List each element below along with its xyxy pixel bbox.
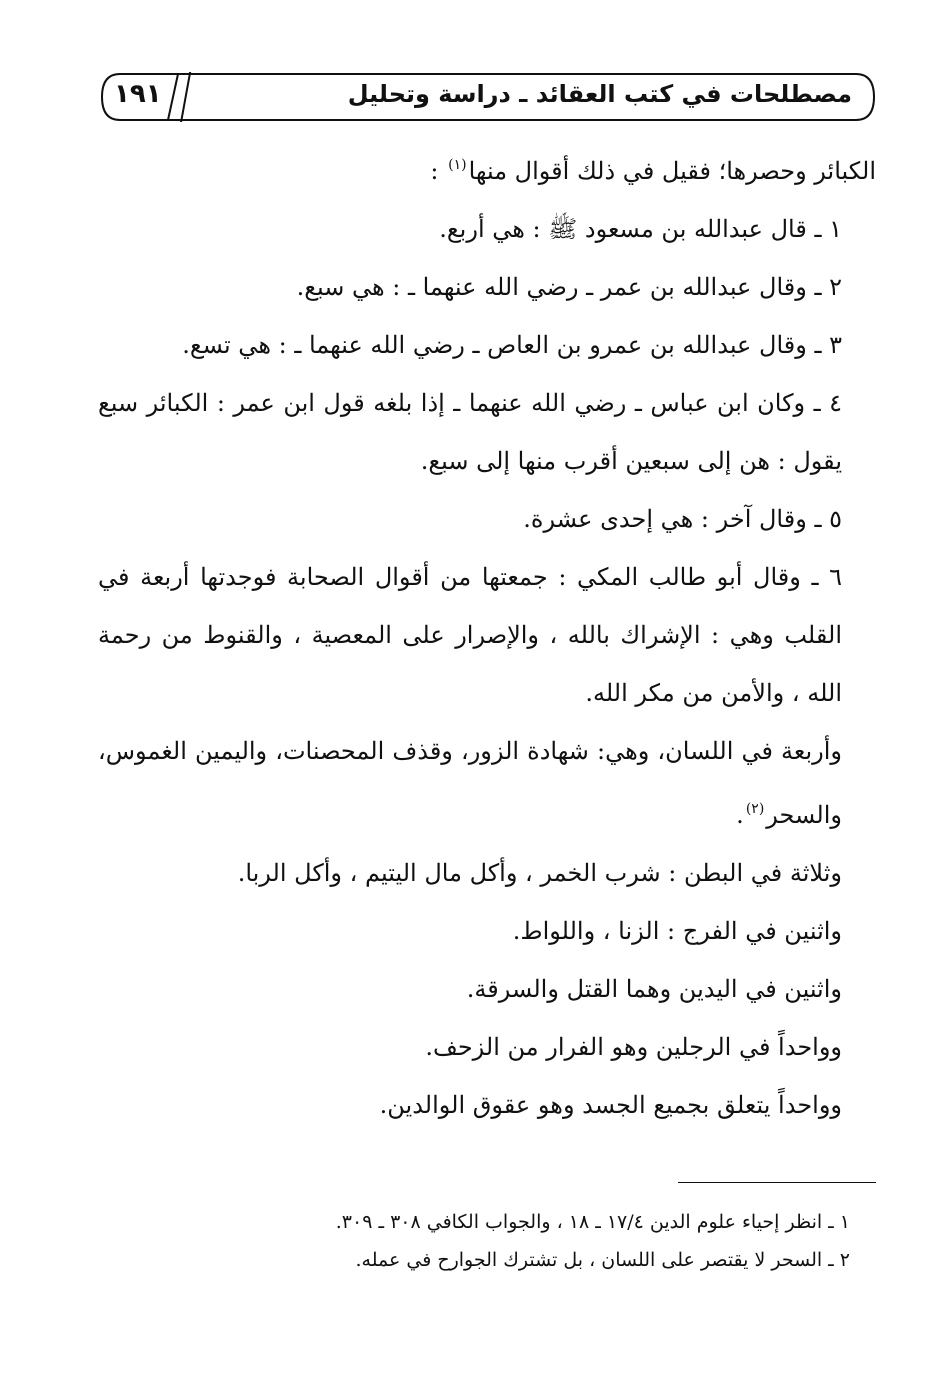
footnote-1: ١ ـ انظر إحياء علوم الدين ١٧/٤ ـ ١٨ ، والجواب الكافي ٣٠٨ ـ ٣٠٩. <box>335 1211 850 1233</box>
footnotes <box>98 1203 850 1279</box>
list-item-4: ٤ ـ وكان ابن عباس ـ رضي الله عنهما ـ إذا بلغه قول ابن عمر : الكبائر سبع يقول : هن إلى سبعين أقرب منها إلى سبع. <box>98 389 842 475</box>
main-text <box>98 136 876 1134</box>
list-item-1: ١ ـ قال عبدالله بن مسعود ﷺ : هي أربع. <box>439 215 842 243</box>
running-title: مصطلحات في كتب العقائد ـ دراسة وتحليل <box>347 80 852 108</box>
list-item-3: ٣ ـ وقال عبدالله بن عمرو بن العاص ـ رضي الله عنهما ـ : هي تسع. <box>182 331 842 359</box>
sub-item-belly: وثلاثة في البطن : شرب الخمر ، وأكل مال اليتيم ، وأكل الربا. <box>237 859 842 887</box>
sub-item-whole-body: وواحداً يتعلق بجميع الجسد وهو عقوق الوالدين. <box>379 1091 842 1119</box>
footnote-ref-1: (١) <box>448 157 467 173</box>
page-header <box>100 72 876 122</box>
footnote-2: ٢ ـ السحر لا يقتصر على اللسان ، بل تشترك الجوارح في عمله. <box>355 1249 850 1271</box>
tongue-paragraph: وأربعة في اللسان، وهي: شهادة الزور، وقذف المحصنات، واليمين الغموس، والسحر$^{(٢)}$. <box>98 737 842 829</box>
footnote-divider <box>678 1182 876 1183</box>
list-item-2: ٢ ـ وقال عبدالله بن عمر ـ رضي الله عنهما ـ : هي سبع. <box>296 273 842 301</box>
list-item-6: ٦ ـ وقال أبو طالب المكي : جمعتها من أقوال الصحابة فوجدتها أربعة في القلب وهي : الإشراك بالله ، والإصرار على المعصية ، والقنوط من رحمة الله ، والأمن من مكر الله. <box>98 563 843 707</box>
sub-item-private-parts: واثنين في الفرج : الزنا ، واللواط. <box>512 917 842 945</box>
footnote-ref-2: (٢) <box>745 801 765 817</box>
intro-paragraph: الكبائر وحصرها؛ فقيل في ذلك أقوال منها$^{(١)}$ : <box>430 157 876 185</box>
page-number: ١٩١ <box>114 79 162 109</box>
list-item-5: ٥ ـ وقال آخر : هي إحدى عشرة. <box>523 505 842 533</box>
sub-item-legs: وواحداً في الرجلين وهو الفرار من الزحف. <box>425 1033 842 1061</box>
sub-item-hands: واثنين في اليدين وهما القتل والسرقة. <box>466 975 842 1003</box>
